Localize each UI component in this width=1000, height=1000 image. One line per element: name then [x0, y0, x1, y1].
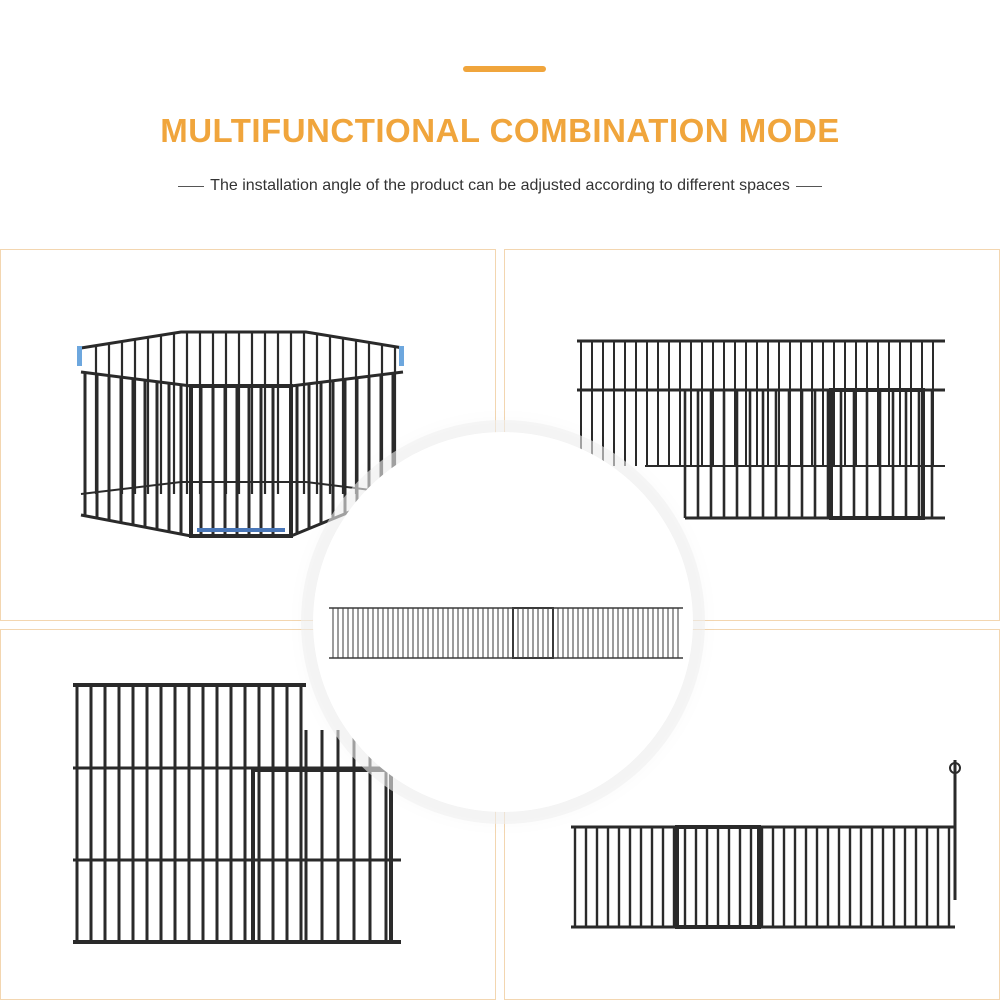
right-divider [796, 186, 822, 187]
subtitle-row [0, 177, 1000, 195]
page-subtitle: The installation angle of the product can be adjusted according to different spaces [210, 177, 790, 194]
accent-bar [463, 66, 546, 72]
page-title: MULTIFUNCTIONAL COMBINATION MODE [160, 112, 840, 149]
left-divider [178, 186, 204, 187]
straight-fence-illustration [313, 432, 693, 812]
straight-gate-circle [313, 432, 693, 812]
